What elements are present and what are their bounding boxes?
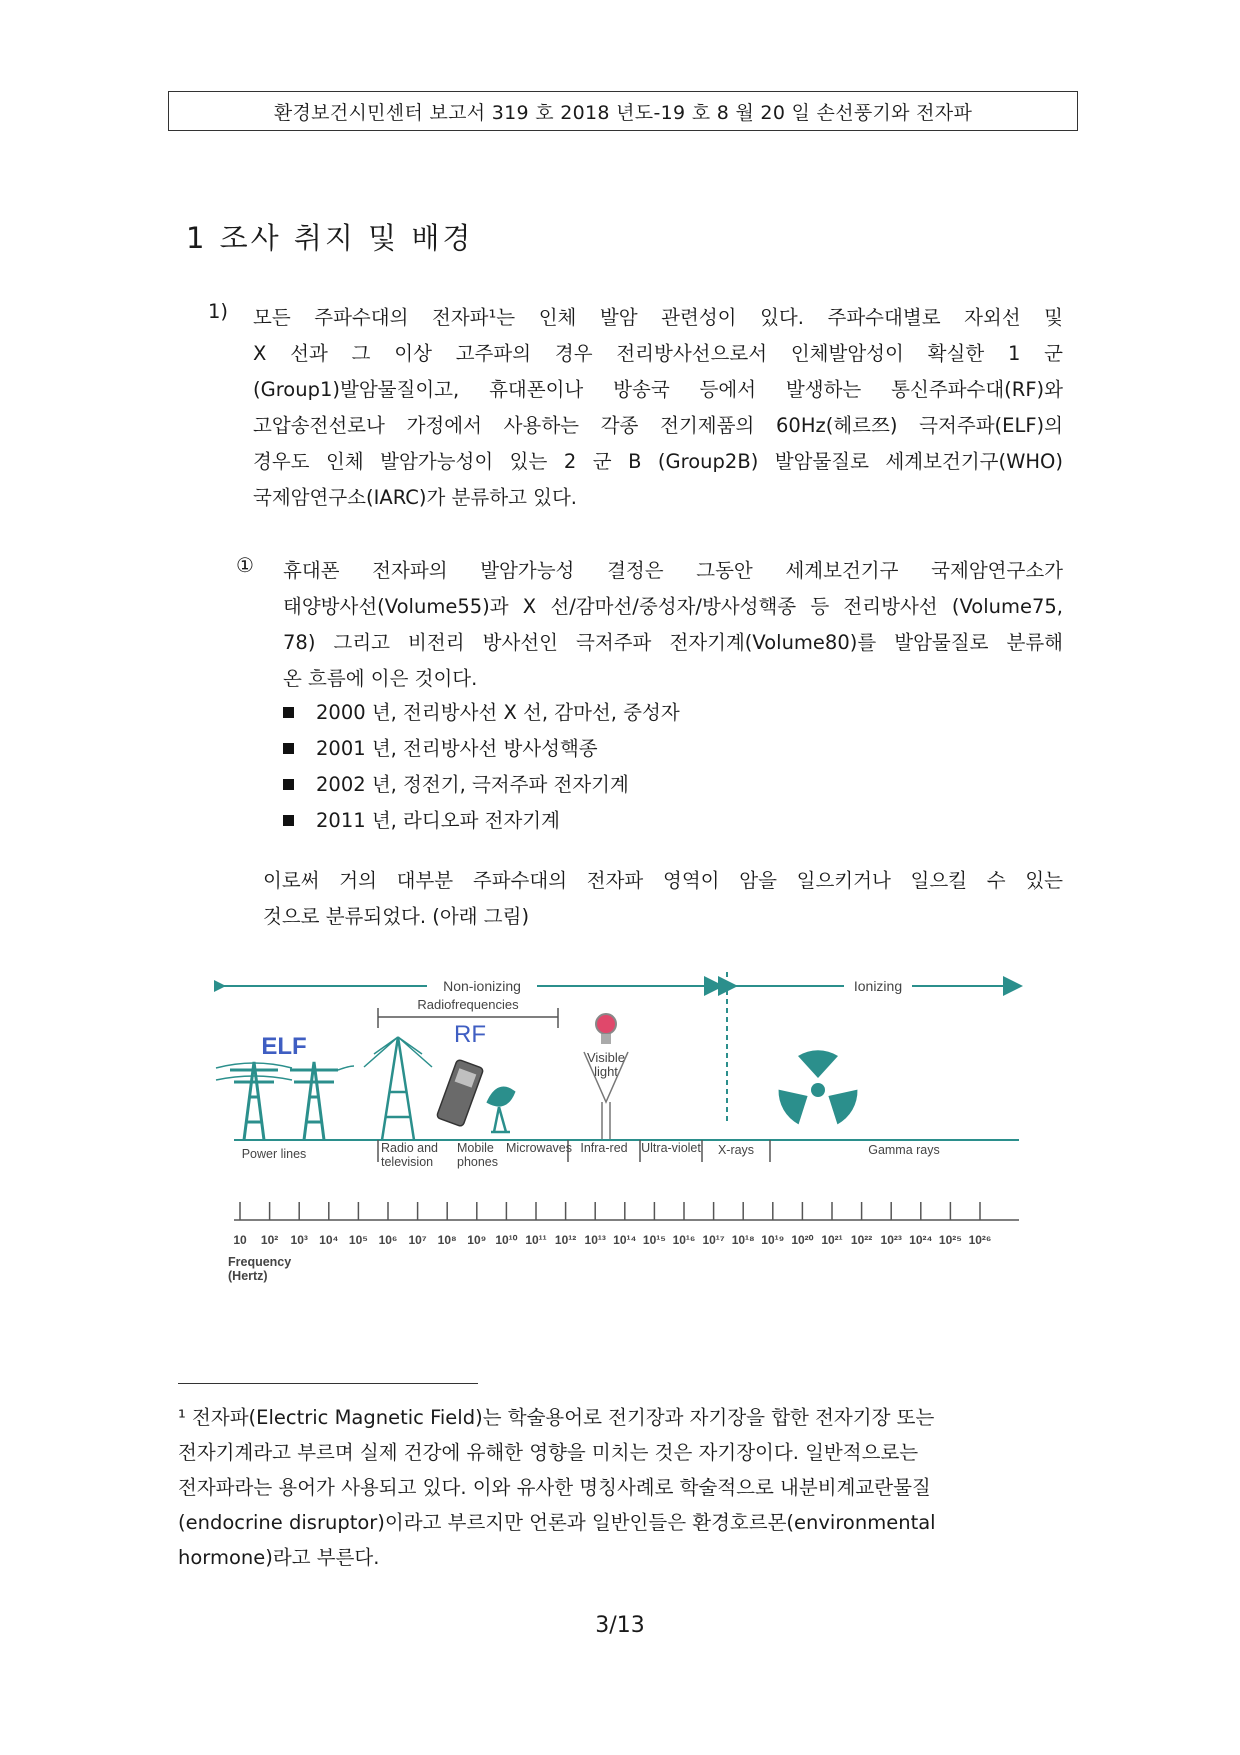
sub1-line: 온 흐름에 이은 것이다. [283,667,478,690]
footnote-line: 전자기계라고 부르며 실제 건강에 유해한 영향을 미치는 것은 자기장이다. 일반적으로는 [178,1441,919,1464]
band-label: Radio and [381,1141,438,1155]
visible-light-label: light [594,1064,618,1079]
sub1-line: 태양방사선(Volume55)과 X 선/감마선/중성자/방사성핵종 등 전리방사선 (Volume75, [283,595,1063,618]
frequency-tick-label: 10⁷ [408,1233,427,1247]
item1-line: X 선과 그 이상 고주파의 경우 전리방사선으로서 인체발암성이 확실한 1 군 [253,342,1063,365]
conclusion-line: 이로써 거의 대부분 주파수대의 전자파 영역이 암을 일으키거나 일으킬 수 있는 [263,869,1063,892]
conclusion-line: 것으로 분류되었다. (아래 그림) [263,905,530,928]
report-header-text: 환경보건시민센터 보고서 319 호 2018 년도-19 호 8 월 20 일 손선풍기와 전자파 [273,101,973,124]
footnote-line: hormone)라고 부른다. [178,1546,380,1569]
sub-item-marker: ① [236,553,254,577]
frequency-tick-label: 10²⁶ [968,1233,992,1247]
bullet-item [283,697,680,725]
square-bullet-icon [283,743,294,754]
frequency-tick-label: 10²¹ [821,1233,843,1247]
bullet-item [283,769,629,797]
conclusion-paragraph [263,863,1063,935]
ionizing-label: Ionizing [853,978,903,994]
em-spectrum-figure [214,962,1024,1302]
footnote [178,1400,1078,1575]
frequency-tick-label: 10² [260,1233,279,1247]
frequency-tick-label: 10⁹ [467,1233,487,1247]
frequency-tick-label: 10¹¹ [525,1233,547,1247]
bullet-item [283,733,598,761]
footnote-line: (endocrine disruptor)이라고 부르지만 언론과 일반인들은 환경호르몬(environmental [178,1511,936,1534]
frequency-tick-label: 10⁶ [378,1233,398,1247]
frequency-tick-label: 10⁵ [348,1233,368,1247]
satellite-dish-icon [488,1088,514,1132]
footnote-line: ¹ 전자파(Electric Magnetic Field)는 학술용어로 전기장과 자기장을 합한 전자기장 또는 [178,1406,935,1429]
frequency-tick-label: 10¹² [554,1233,577,1247]
band-label: Power lines [241,1147,307,1161]
frequency-tick-label: 10²⁰ [791,1233,814,1247]
band-label: phones [457,1155,499,1169]
item1-line: 모든 주파수대의 전자파¹는 인체 발암 관련성이 있다. 주파수대별로 자외선 및 [253,306,1063,329]
mobile-phone-icon [436,1059,484,1127]
frequency-tick-label: 10 [233,1233,247,1247]
sub1-paragraph [283,553,1063,697]
frequency-tick-label: 10¹⁵ [642,1233,666,1247]
non-ionizing-label: Non-ionizing [443,978,521,994]
frequency-tick-label: 10¹⁸ [731,1233,755,1247]
radio-tower-icon [364,1037,432,1140]
frequency-tick-label: 10²² [850,1233,873,1247]
band-label: Ultra-violet [641,1141,701,1155]
frequency-ticks [233,1202,991,1247]
item-number: 1) [208,300,229,323]
band-label: X-rays [717,1143,755,1157]
visible-light-label: Visible [586,1050,626,1065]
frequency-tick-label: 10¹⁷ [702,1233,725,1247]
bullet-text: 2002 년, 정전기, 극저주파 전자기계 [316,773,629,796]
square-bullet-icon [283,815,294,826]
band-label: Mobile [457,1141,494,1155]
radiation-icon [774,1050,863,1127]
frequency-unit-label: (Hertz) [228,1269,268,1283]
frequency-tick-label: 10²³ [880,1233,902,1247]
radiofrequencies-label: Radiofrequencies [417,997,519,1012]
footnote-line: 전자파라는 용어가 사용되고 있다. 이와 유사한 명칭사례로 학술적으로 내분비계교란물질 [178,1476,931,1499]
bullet-text: 2011 년, 라디오파 전자기계 [316,809,560,832]
square-bullet-icon [283,707,294,718]
item1-line: 경우도 인체 발암가능성이 있는 2 군 B (Group2B) 발암물질로 세계보건기구(WHO) [253,450,1063,473]
sub1-line: 휴대폰 전자파의 발암가능성 결정은 그동안 세계보건기구 국제암연구소가 [283,559,1063,582]
frequency-tick-label: 10⁸ [437,1233,457,1247]
rf-label: RF [454,1021,486,1048]
frequency-tick-label: 10¹⁰ [495,1233,518,1247]
item1-line: 국제암연구소(IARC)가 분류하고 있다. [253,486,577,509]
report-header [168,91,1078,131]
band-label: Microwaves [506,1141,572,1155]
elf-label: ELF [261,1033,307,1060]
bullet-text: 2000 년, 전리방사선 X 선, 감마선, 중성자 [316,701,680,724]
item1-line: 고압송전선로나 가정에서 사용하는 각종 전기제품의 60Hz(헤르쯔) 극저주파(ELF)의 [253,414,1063,437]
band-label: Infra-red [580,1141,628,1155]
sub1-line: 78) 그리고 비전리 방사선인 극저주파 전자기계(Volume80)를 발암물질로 분류해 [283,631,1063,654]
light-bulb-icon [596,1014,616,1044]
footnote-divider [178,1383,478,1384]
frequency-label: Frequency [228,1255,292,1269]
item1-paragraph [253,300,1063,516]
band-label: television [381,1155,434,1169]
power-line-tower-icon [216,1062,354,1140]
bullet-text: 2001 년, 전리방사선 방사성핵종 [316,737,598,760]
frequency-tick-label: 10¹⁴ [613,1233,637,1247]
frequency-tick-label: 10¹³ [584,1233,606,1247]
frequency-tick-label: 10¹⁹ [761,1233,785,1247]
bullet-item [283,805,560,833]
frequency-tick-label: 10²⁵ [938,1233,962,1247]
square-bullet-icon [283,779,294,790]
frequency-tick-label: 10⁴ [319,1233,339,1247]
frequency-tick-label: 10¹⁶ [672,1233,696,1247]
item1-line: (Group1)발암물질이고, 휴대폰이나 방송국 등에서 발생하는 통신주파수대(RF)와 [253,378,1063,401]
page-number: 3/13 [595,1613,645,1638]
frequency-tick-label: 10²⁴ [909,1233,933,1247]
frequency-tick-label: 10³ [290,1233,308,1247]
band-label: Gamma rays [868,1143,940,1157]
section-title: 1 조사 취지 및 배경 [186,221,474,255]
